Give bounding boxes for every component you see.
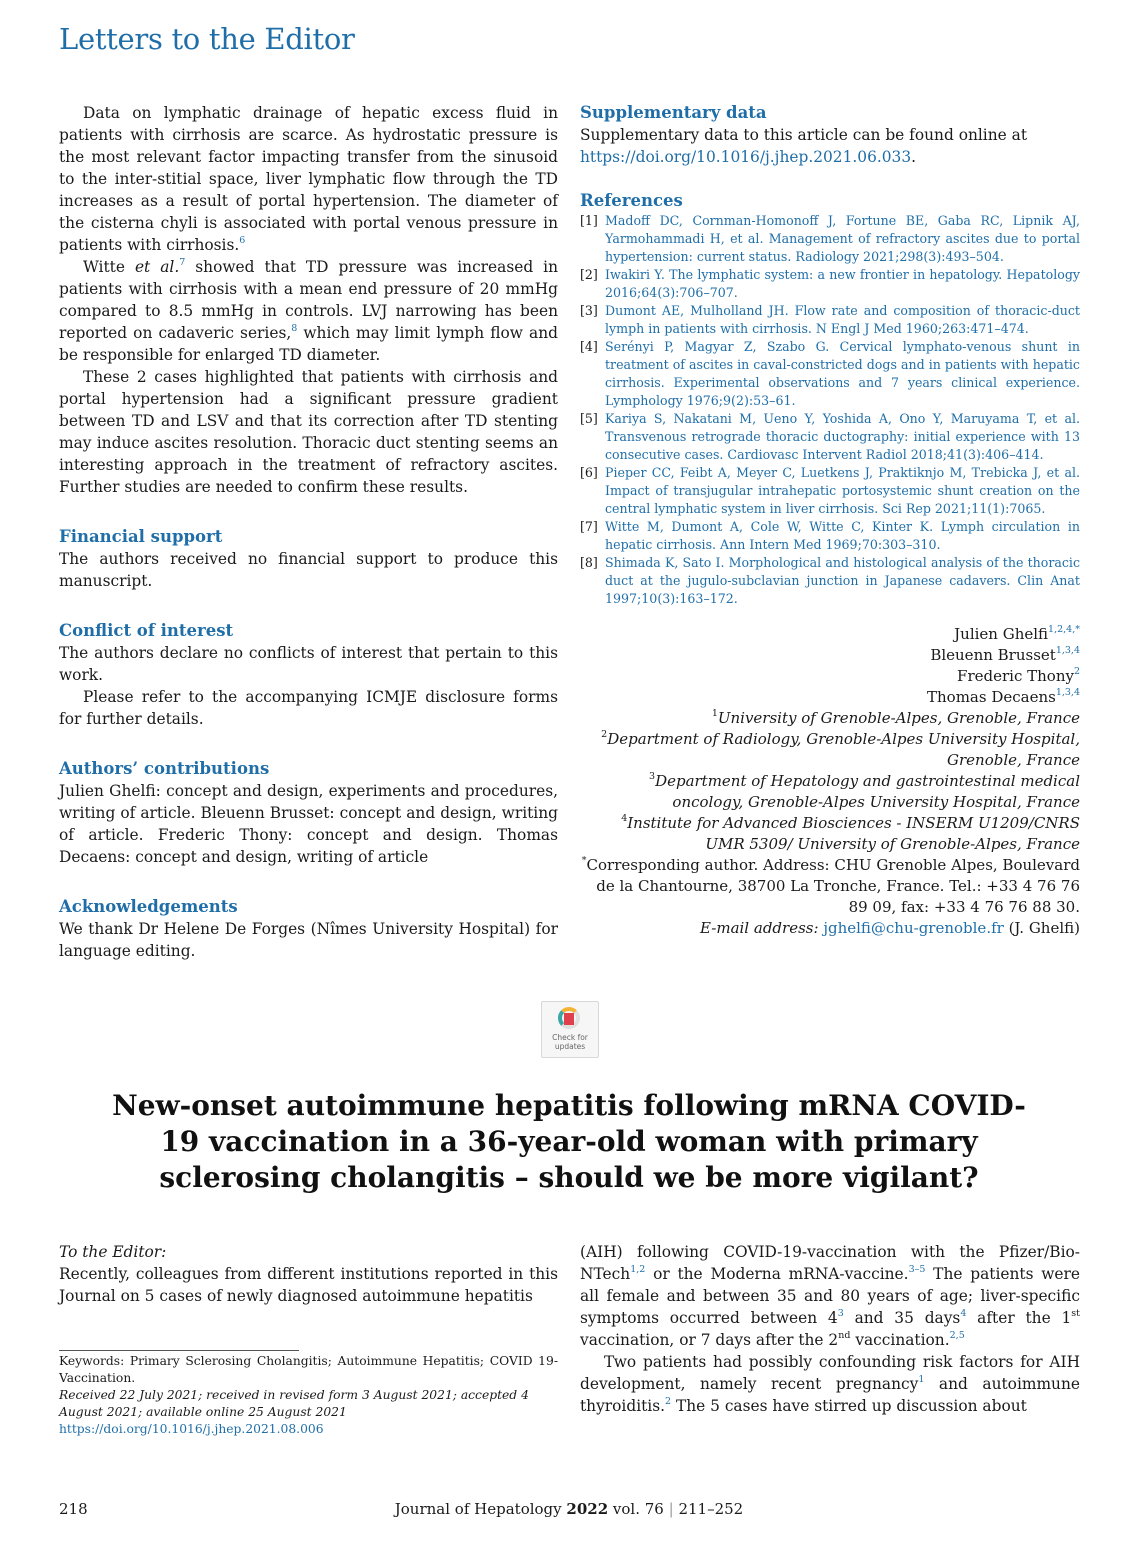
contributions-heading: Authors’ contributions — [59, 759, 270, 778]
reference-item: [3] Dumont AE, Mulholland JH. Flow rate and composition of thoracic-duct lymph in patients with cirrhosis. N Engl J Med 1960;263:471–474. — [580, 303, 1080, 336]
references-heading: References — [580, 191, 683, 210]
reference-link[interactable]: Kariya S, Nakatani M, Ueno Y, Yoshida A, Ono Y, Maruyama T, et al. Transvenous retrograde thoracic ductography: initial experience with 13 consecutive cases. Cardiovasc Intervent Radiol 2018;41(3):406–414. — [605, 411, 1080, 462]
salutation: To the Editor: — [59, 1243, 167, 1261]
article-paragraph-1: Recently, colleagues from different institutions reported in this Journal on 5 cases of newly diagnosed autoimmune hepatitis — [59, 1265, 558, 1305]
financial-heading: Financial support — [59, 527, 223, 546]
author-name: Thomas Decaens$^{1,3,4}$ — [927, 687, 1080, 706]
conflict-heading: Conflict of interest — [59, 621, 234, 640]
email-line: E-mail address: jghelfi@chu-grenoble.fr (J. Ghelfi) — [700, 919, 1080, 937]
conflict-text-2: Please refer to the accompanying ICMJE disclosure forms for further details. — [59, 688, 558, 728]
article-title: New-onset autoimmune hepatitis following mRNA COVID-19 vaccination in a 36-year-old woman with primary sclerosing cholangitis – should we be more vigilant? — [112, 1089, 1026, 1194]
corresponding-author: *Corresponding author. Address: CHU Grenoble Alpes, Boulevard de la Chantourne, 38700 La Tronche, France. Tel.: +33 4 76 76 89 09, fax: +33 4 76 76 88 30. — [581, 855, 1080, 916]
left-column — [59, 102, 558, 962]
footnote-divider — [59, 1350, 299, 1351]
article-right-column — [580, 1241, 1080, 1417]
citation-link[interactable]: 2,5 — [949, 1329, 965, 1341]
page-number: 218 — [59, 1500, 88, 1518]
reference-link[interactable]: Iwakiri Y. The lymphatic system: a new frontier in hepatology. Hepatology 2016;64(3):706–707. — [605, 267, 1080, 300]
acknowledgements-heading: Acknowledgements — [59, 897, 238, 916]
check-for-updates-badge[interactable]: Check for updates — [541, 1001, 599, 1058]
reference-link[interactable]: Shimada K, Sato I. Morphological and histological analysis of the thoracic duct at the jugulo-subclavian junction in Japanese cadavers. Clin Anat 1997;10(3):163–172. — [605, 555, 1080, 606]
journal-footer: Journal of Hepatology 2022 vol. 76 | 211–252 — [394, 1500, 744, 1518]
reference-link[interactable]: Madoff DC, Cornman-Homonoff J, Fortune BE, Gaba RC, Lipnik AJ, Yarmohammadi H, et al. Management of refractory ascites due to portal hypertension: current status. Radiology 2021;298(3):493–504. — [605, 213, 1080, 264]
affiliation: $^1$University of Grenoble-Alpes, Grenoble, France — [711, 708, 1080, 727]
author-name: Julien Ghelfi$^{1,2,4,*}$ — [954, 624, 1080, 643]
article-paragraph-2: (AIH) following COVID-19-vaccination with the Pfizer/Bio-NTech$^{1,2}$ or the Moderna mRNA-vaccine.$^{3-5}$ The patients were all female and between 35 and 80 years of age; liver-specific symptoms occurred between 4$^3$ and 35 days$^4$ after the 1st vaccination, or 7 days after the 2nd vaccination.$^{2,5}$ — [580, 1243, 1080, 1349]
article-doi-link[interactable]: https://doi.org/10.1016/j.jhep.2021.08.006 — [59, 1422, 324, 1436]
reference-link[interactable]: Serényi P, Magyar Z, Szabo G. Cervical lymphato-venous shunt in treatment of ascites in caval-constricted dogs and in patients with hepatic cirrhosis. Experimental observations and 7 years clinical experience. Lymphology 1976;9(2):53–61. — [605, 339, 1080, 408]
supplementary-heading: Supplementary data — [580, 103, 767, 122]
reference-item: [5] Kariya S, Nakatani M, Ueno Y, Yoshida A, Ono Y, Maruyama T, et al. Transvenous retrograde thoracic ductography: initial experience with 13 consecutive cases. Cardiovasc Intervent Radiol 2018;41(3):406–414. — [580, 411, 1080, 462]
supplementary-text: Supplementary data to this article can be found online at https://doi.org/10.1016/j.jhep.2021.06.033. — [580, 126, 1028, 166]
reference-link[interactable]: Dumont AE, Mulholland JH. Flow rate and composition of thoracic-duct lymph in patients with cirrhosis. N Engl J Med 1960;263:471–474. — [605, 303, 1080, 336]
right-column — [580, 102, 1080, 939]
reference-item: [6] Pieper CC, Feibt A, Meyer C, Luetkens J, Praktiknjo M, Trebicka J, et al. Impact of transjugular intrahepatic portosystemic shunt creation on the central lymphatic system in liver cirrhosis. Sci Rep 2021;11(1):7065. — [580, 465, 1080, 516]
acknowledgements-text: We thank Dr Helene De Forges (Nîmes University Hospital) for language editing. — [59, 920, 558, 960]
citation-link[interactable]: 3–5 — [908, 1263, 926, 1275]
author-name: Frederic Thony$^2$ — [957, 666, 1080, 685]
reference-item: [8] Shimada K, Sato I. Morphological and histological analysis of the thoracic duct at the jugulo-subclavian junction in Japanese cadavers. Clin Anat 1997;10(3):163–172. — [580, 555, 1080, 606]
citation-link[interactable]: 6 — [239, 234, 246, 246]
article-paragraph-3: Two patients had possibly confounding risk factors for AIH development, namely recent pregnancy$^1$ and autoimmune thyroiditis.$^2$ The 5 cases have stirred up discussion about — [580, 1353, 1080, 1415]
section-header: Letters to the Editor — [59, 22, 355, 56]
affiliation: $^4$Institute for Advanced Biosciences - INSERM U1209/CNRS UMR 5309/ University of Grenoble-Alpes, France — [621, 813, 1080, 853]
reference-item: [7] Witte M, Dumont A, Cole W, Witte C, Kinter K. Lymph circulation in hepatic cirrhosis. Ann Intern Med 1969;70:303–310. — [580, 519, 1080, 552]
citation-link[interactable]: 4 — [960, 1307, 967, 1319]
author-name: Bleuenn Brusset$^{1,3,4}$ — [930, 645, 1080, 664]
reference-item: [2] Iwakiri Y. The lymphatic system: a new frontier in hepatology. Hepatology 2016;64(3):706–707. — [580, 267, 1080, 300]
contributions-text: Julien Ghelfi: concept and design, experiments and procedures, writing of article. Bleuenn Brusset: concept and design, writing of article. Frederic Thony: concept and design. Thomas Decaens: concept and design, writing of article — [59, 782, 558, 866]
keywords: Keywords: Primary Sclerosing Cholangitis; Autoimmune Hepatitis; COVID 19-Vaccination. — [59, 1354, 558, 1385]
citation-link[interactable]: 8 — [291, 322, 298, 334]
citation-link[interactable]: 3 — [837, 1307, 844, 1319]
affiliation: $^2$Department of Radiology, Grenoble-Alpes University Hospital, Grenoble, France — [601, 729, 1080, 769]
email-link[interactable]: jghelfi@chu-grenoble.fr — [823, 919, 1004, 937]
author-block — [580, 624, 1080, 939]
received-dates: Received 22 July 2021; received in revised form 3 August 2021; accepted 4 August 2021; available online 25 August 2021 — [59, 1388, 529, 1419]
citation-link[interactable]: 2 — [665, 1395, 672, 1407]
conflict-text: The authors declare no conflicts of interest that pertain to this work. — [59, 644, 558, 684]
supplementary-link[interactable]: https://doi.org/10.1016/j.jhep.2021.06.033 — [580, 148, 912, 166]
affiliation: $^3$Department of Hepatology and gastrointestinal medical oncology, Grenoble-Alpes University Hospital, France — [649, 771, 1080, 811]
citation-link[interactable]: 7 — [179, 256, 186, 268]
reference-link[interactable]: Pieper CC, Feibt A, Meyer C, Luetkens J, Praktiknjo M, Trebicka J, et al. Impact of transjugular intrahepatic portosystemic shunt creation on the central lymphatic system in liver cirrhosis. Sci Rep 2021;11(1):7065. — [605, 465, 1080, 516]
reference-item: [1] Madoff DC, Cornman-Homonoff J, Fortune BE, Gaba RC, Lipnik AJ, Yarmohammadi H, et al. Management of refractory ascites due to portal hypertension: current status. Radiology 2021;298(3):493–504. — [580, 213, 1080, 264]
citation-link[interactable]: 1,2 — [630, 1263, 646, 1275]
paragraph-3: These 2 cases highlighted that patients with cirrhosis and portal hypertension had a significant pressure gradient between TD and LSV and that its correction after TD stenting may induce ascites resolution. Thoracic duct stenting seems an interesting approach in the treatment of refractory ascites. Further studies are needed to confirm these results. — [59, 368, 558, 496]
footnotes — [59, 1353, 558, 1438]
article-left-column — [59, 1241, 558, 1307]
paragraph-2: Witte et al.$^7$ showed that TD pressure was increased in patients with cirrhosis with a mean end pressure of 20 mmHg compared to 8.5 mmHg in controls. LVJ narrowing has been reported on cadaveric series,$^8$ which may limit lymph flow and be responsible for enlarged TD diameter. — [59, 256, 559, 364]
reference-item: [4] Serényi P, Magyar Z, Szabo G. Cervical lymphato-venous shunt in treatment of ascites in caval-constricted dogs and in patients with hepatic cirrhosis. Experimental observations and 7 years clinical experience. Lymphology 1976;9(2):53–61. — [580, 339, 1080, 408]
reference-list — [580, 212, 1080, 608]
paragraph-1: Data on lymphatic drainage of hepatic excess fluid in patients with cirrhosis are scarce. As hydrostatic pressure is the most relevant factor impacting transfer from the sinusoid to the inter-stitial space, liver lymphatic flow through the TD increases as a result of portal hypertension. The diameter of the cisterna chyli is associated with portal venous pressure in patients with cirrhosis.$^6$ — [59, 104, 558, 254]
citation-link[interactable]: 1 — [918, 1373, 925, 1385]
financial-text: The authors received no financial support to produce this manuscript. — [59, 550, 558, 590]
reference-link[interactable]: Witte M, Dumont A, Cole W, Witte C, Kinter K. Lymph circulation in hepatic cirrhosis. Ann Intern Med 1969;70:303–310. — [605, 519, 1080, 552]
